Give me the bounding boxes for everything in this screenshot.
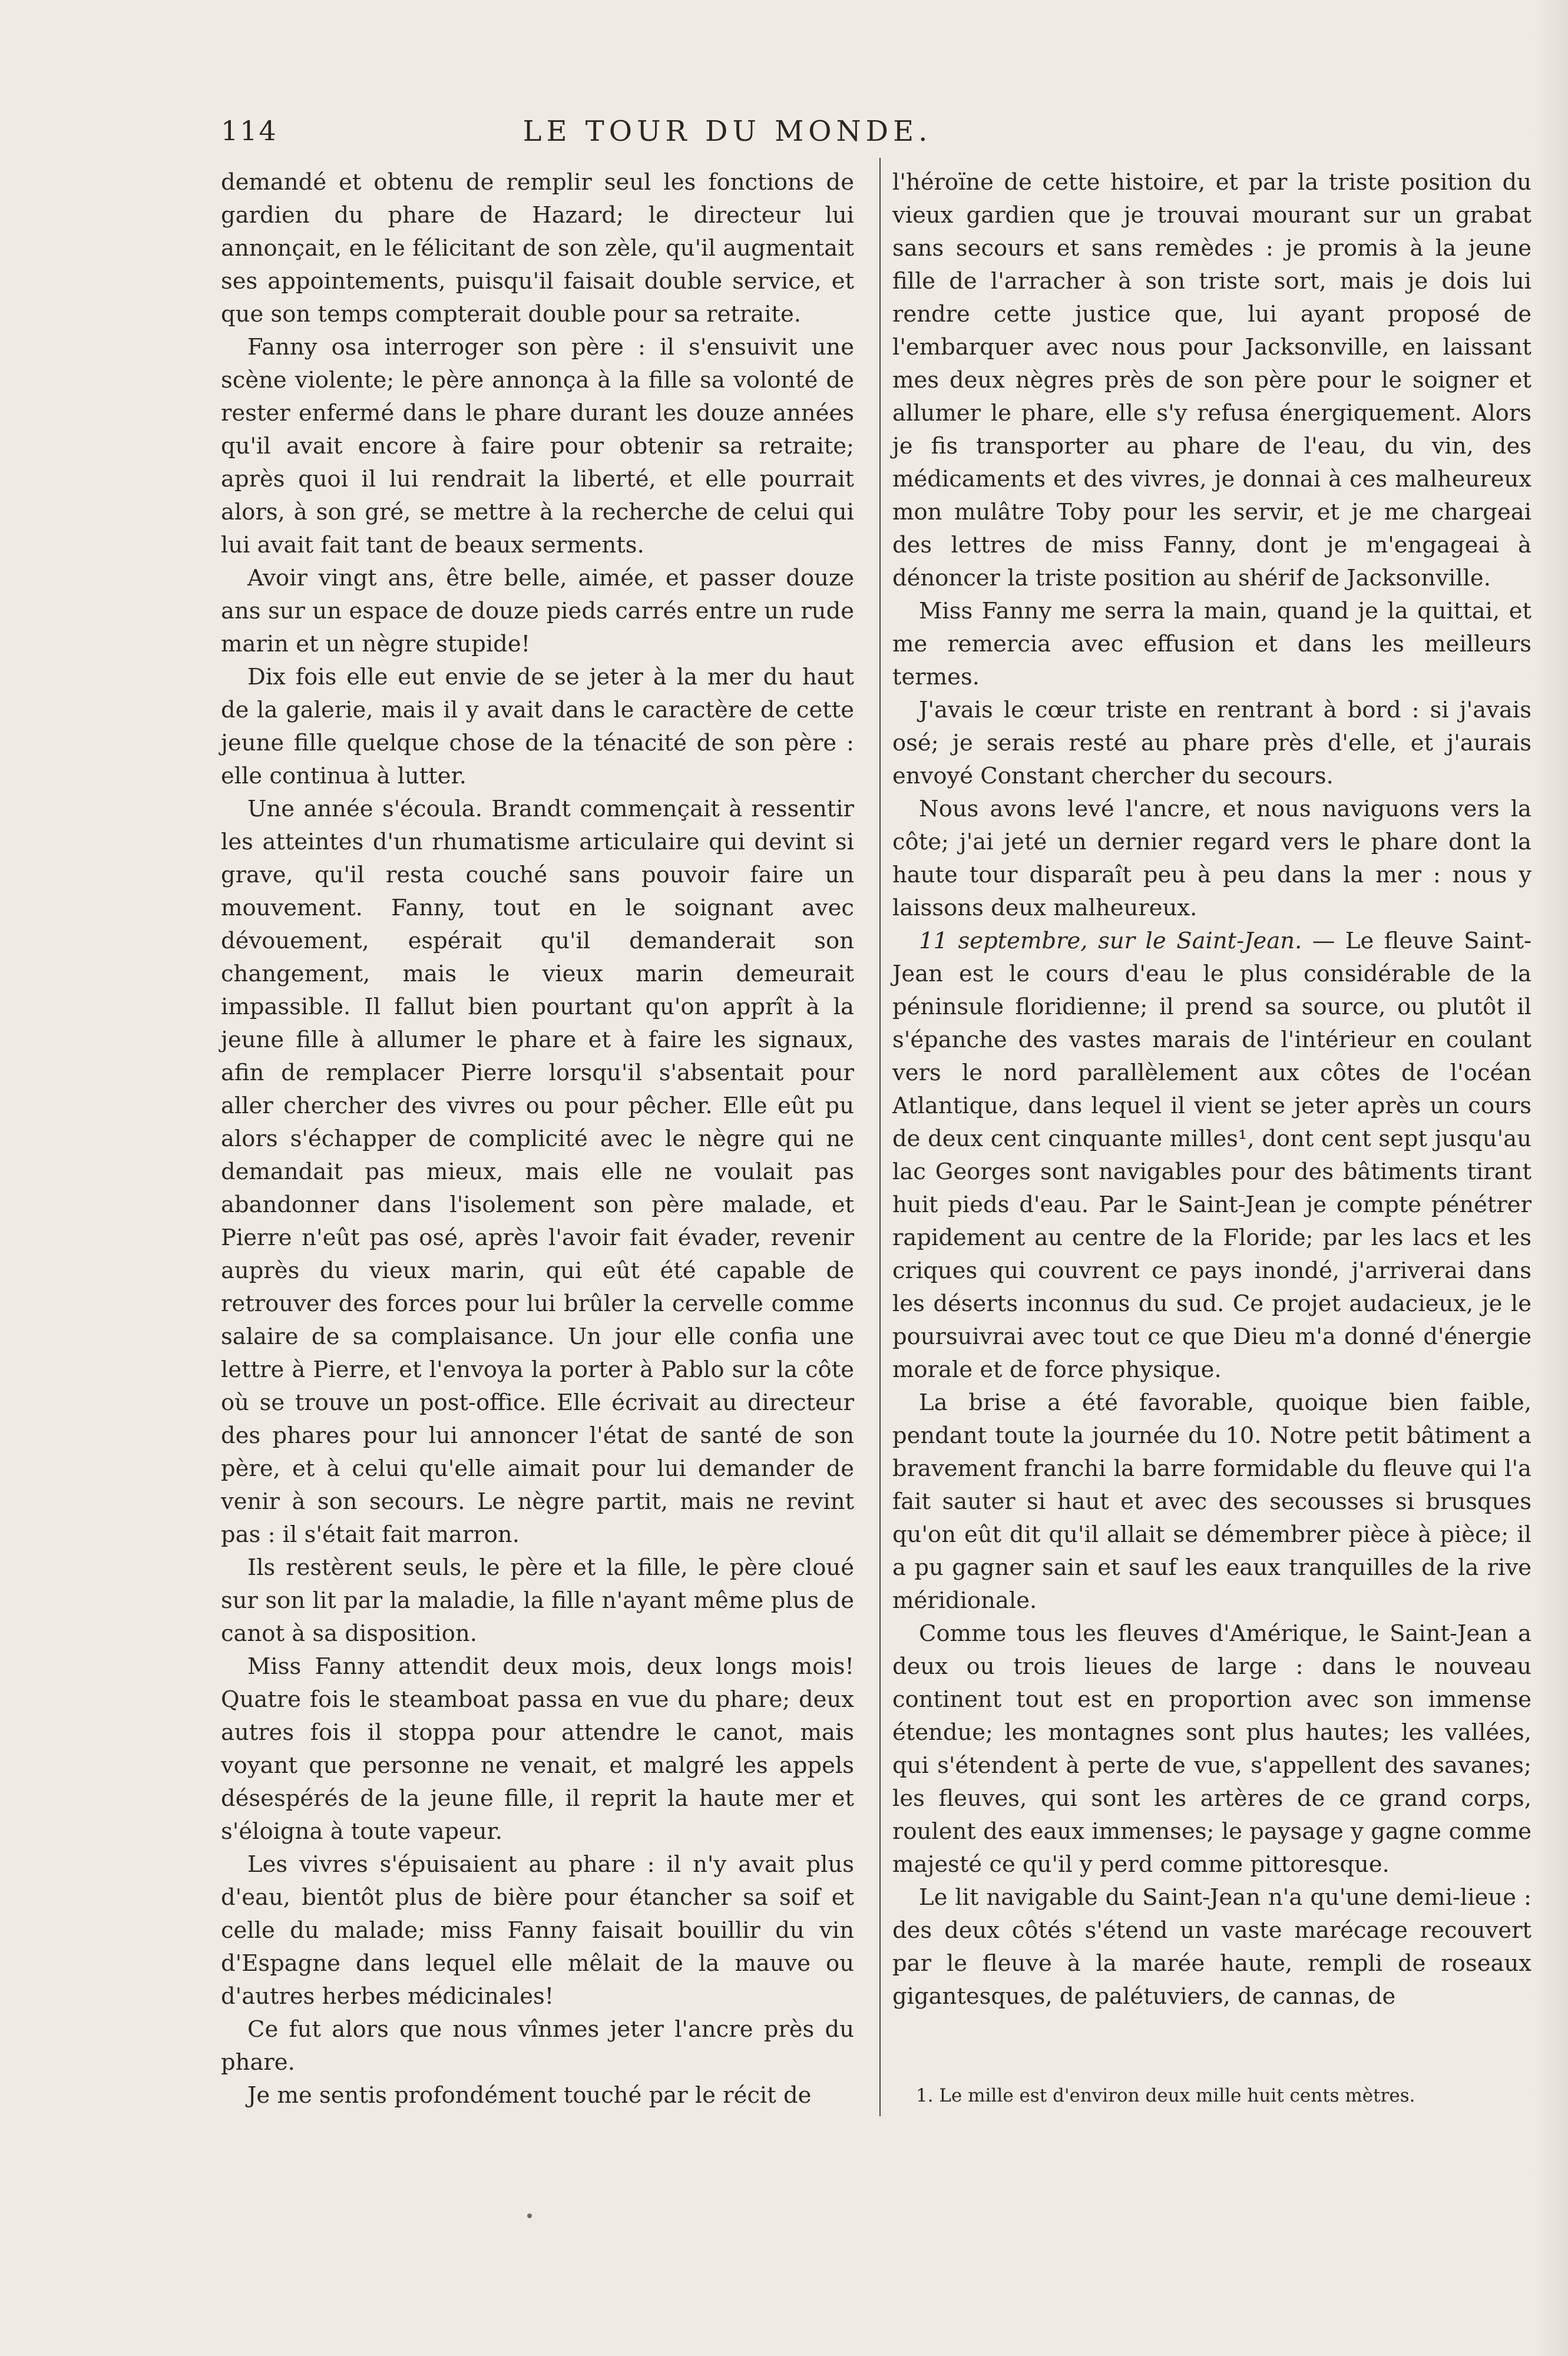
paragraph-text: — Le fleuve Saint-Jean est le cours d'eau le plus considérable de la péninsule floridienne; il prend sa source, ou plutôt il s'épanche des vastes marais de l'intérieur en coulant vers le nord parallèlement aux côtes de l'océan Atlantique, dans lequel il vient se jeter après un cours de deux cent cinquante milles¹, dont cent sept jusqu'au lac Georges sont navigables pour des bâtiments tirant huit pieds d'eau. Par le Saint-Jean je compte pénétrer rapidement au centre de la Floride; par les lacs et les criques qui couvrent ce pays inondé, j'arriverai dans les déserts inconnus du sud. Ce projet audacieux, je le poursuivrai avec tout ce que Dieu m'a donné d'énergie morale et de force physique. (892, 928, 1531, 1383)
column-divider (879, 158, 881, 2116)
paragraph: Ils restèrent seuls, le père et la fille, le père cloué sur son lit par la maladie, la fille n'ayant même plus de canot à sa disposition. (221, 1554, 854, 1647)
paragraph: Miss Fanny me serra la main, quand je la quittai, et me remercia avec effusion et dans les meilleurs termes. (892, 598, 1531, 690)
paragraph: Le lit navigable du Saint-Jean n'a qu'une demi-lieue : des deux côtés s'étend un vaste marécage recouvert par le fleuve à la marée haute, rempli de roseaux gigantesques, de palétuviers, de cannas, de (892, 1884, 1531, 2010)
paragraph: Je me sentis profondément touché par le récit de (247, 2082, 812, 2109)
paragraph: La brise a été favorable, quoique bien faible, pendant toute la journée du 10. Notre petit bâtiment a bravement franchi la barre formidable du fleuve qui l'a fait sauter si haut et avec des secousses si brusques qu'on eût dit qu'il allait se démembrer pièce à pièce; il a pu gagner sain et sauf les eaux tranquilles de la rive méridionale. (892, 1389, 1531, 1614)
paragraph: Dix fois elle eut envie de se jeter à la mer du haut de la galerie, mais il y avait dans le caractère de cette jeune fille quelque chose de la ténacité de son père : elle continua à lutter. (221, 664, 854, 789)
running-head (221, 115, 1234, 156)
paragraph: J'avais le cœur triste en rentrant à bord : si j'avais osé; je serais resté au phare près d'elle, et j'aurais envoyé Constant chercher du secours. (892, 697, 1531, 789)
paragraph: demandé et obtenu de remplir seul les fonctions de gardien du phare de Hazard; le directeur lui annonçait, en le félicitant de son zèle, qu'il augmentait ses appointements, puisqu'il faisait double service, et que son temps compterait double pour sa retraite. (221, 169, 854, 327)
paragraph: Comme tous les fleuves d'Amérique, le Saint-Jean a deux ou trois lieues de large : dans le nouveau continent tout est en proportion avec son immense étendue; les montagnes sont plus hautes; les vallées, qui s'étendent à perte de vue, s'appellent des savanes; les fleuves, qui sont les artères de ce grand corps, roulent des eaux immenses; le paysage y gagne comme majesté ce qu'il y perd comme pittoresque. (892, 1620, 1531, 1878)
paragraph: Miss Fanny attendit deux mois, deux longs mois! Quatre fois le steamboat passa en vue du phare; deux autres fois il stoppa pour attendre le canot, mais voyant que personne ne venait, et malgré les appels désespérés de la jeune fille, il reprit la haute mer et s'éloigna à toute vapeur. (221, 1653, 854, 1845)
page-gutter-shadow (1533, 0, 1568, 2356)
paragraph: l'héroïne de cette histoire, et par la triste position du vieux gardien que je trouvai mourant sur un grabat sans secours et sans remèdes : je promis à la jeune fille de l'arracher à son triste sort, mais je dois lui rendre cette justice que, lui ayant proposé de l'embarquer avec nous pour Jacksonville, en laissant mes deux nègres près de son père pour le soigner et allumer le phare, elle s'y refusa énergiquement. Alors je fis transporter au phare de l'eau, du vin, des médicaments et des vivres, je donnai à ces malheureux mon mulâtre Toby pour les servir, et je me chargeai des lettres de miss Fanny, dont je m'engageai à dénoncer la triste position au shérif de Jacksonville. (892, 169, 1531, 591)
paragraph: Fanny osa interroger son père : il s'ensuivit une scène violente; le père annonça à la fille sa volonté de rester enfermé dans le phare durant les douze années qu'il avait encore à faire pour obtenir sa retraite; après quoi il lui rendrait la liberté, et elle pourrait alors, à son gré, se mettre à la recherche de celui qui lui avait fait tant de beaux serments. (221, 334, 854, 558)
journal-date: 11 septembre, sur le Saint-Jean. (919, 928, 1302, 954)
right-column (892, 166, 1531, 2013)
paragraph: Avoir vingt ans, être belle, aimée, et passer douze ans sur un espace de douze pieds carrés entre un rude marin et un nègre stupide! (221, 565, 854, 657)
paper-fleck (527, 2213, 532, 2218)
dated-paragraph (892, 925, 1531, 1387)
page-number: 114 (221, 115, 278, 147)
paragraph: Les vivres s'épuisaient au phare : il n'y avait plus d'eau, bientôt plus de bière pour étancher sa soif et celle du malade; miss Fanny faisait bouillir du vin d'Espagne dans lequel elle mêlait de la mauve ou d'autres herbes médicinales! (221, 1851, 854, 2010)
paragraph: Nous avons levé l'ancre, et nous naviguons vers la côte; j'ai jeté un dernier regard vers le phare dont la haute tour disparaît peu à peu dans la mer : nous y laissons deux malheureux. (892, 796, 1531, 921)
left-column (221, 166, 854, 2112)
paragraph: Une année s'écoula. Brandt commençait à ressentir les atteintes d'un rhumatisme articulaire qui devint si grave, qu'il resta couché sans pouvoir faire un mouvement. Fanny, tout en le soignant avec dévouement, espérait qu'il demanderait son changement, mais le vieux marin demeurait impassible. Il fallut bien pourtant qu'on apprît à la jeune fille à allumer le phare et à faire les signaux, afin de remplacer Pierre lorsqu'il s'absentait pour aller chercher des vivres ou pour pêcher. Elle eût pu alors s'échapper de complicité avec le nègre qui ne demandait pas mieux, mais elle ne voulait pas abandonner dans l'isolement son père malade, et Pierre n'eût pas osé, après l'avoir fait évader, revenir auprès du vieux marin, qui eût été capable de retrouver des forces pour lui brûler la cervelle comme salaire de sa complaisance. Un jour elle confia une lettre à Pierre, et l'envoya la porter à Pablo sur la côte où se trouve un post-office. Elle écrivait au directeur des phares pour lui annoncer l'état de santé de son père, et à celui qu'elle aimait pour lui demander de venir à son secours. Le nègre partit, mais ne revint pas : il s'était fait marron. (221, 796, 854, 1548)
journal-title: LE TOUR DU MONDE. (522, 115, 932, 148)
paragraph: Ce fut alors que nous vînmes jeter l'ancre près du phare. (221, 2016, 854, 2076)
footnote: 1. Le mille est d'environ deux mille huit cents mètres. (916, 2085, 1415, 2106)
